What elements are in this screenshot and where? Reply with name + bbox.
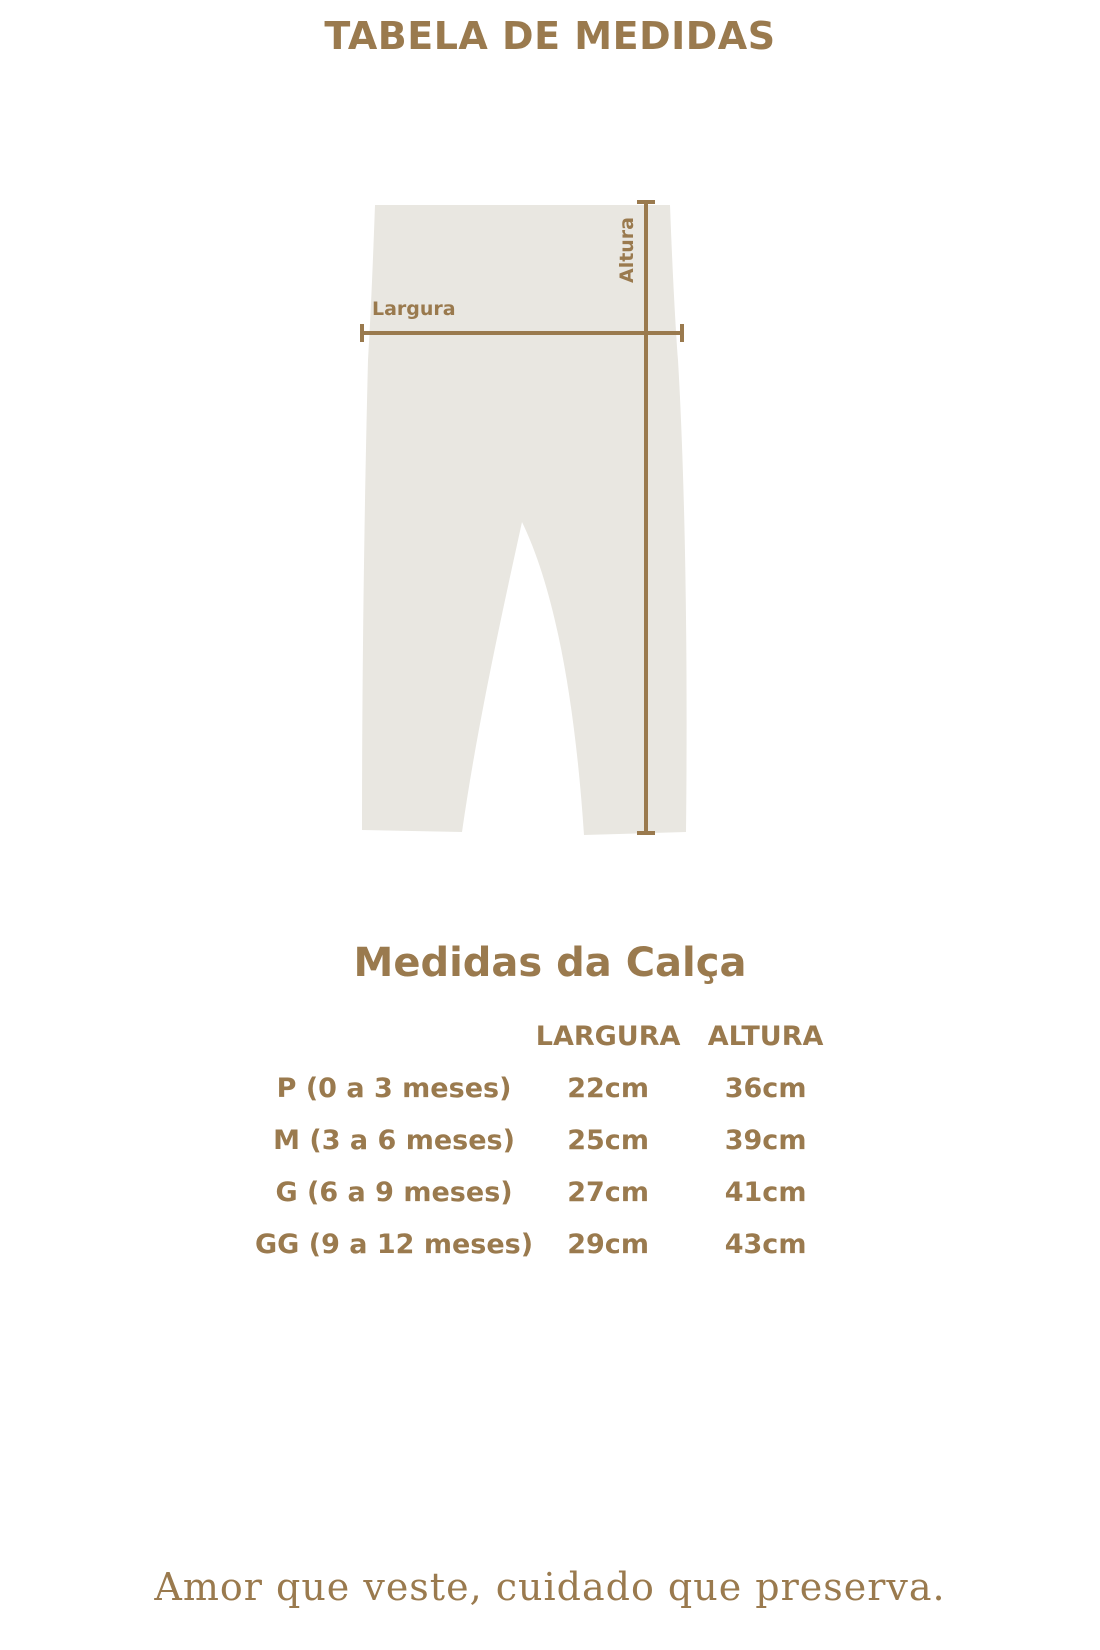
size-cell: G (6 a 9 meses) (275, 1176, 513, 1208)
size-table (255, 1010, 848, 1270)
height-cell: 36cm (724, 1072, 807, 1104)
size-cell: P (0 a 3 meses) (276, 1072, 512, 1104)
height-cell: 43cm (724, 1228, 807, 1260)
width-cell: 27cm (567, 1176, 649, 1208)
page-title: TABELA DE MEDIDAS (324, 14, 776, 58)
table-row (255, 1218, 848, 1270)
table-row (255, 1166, 848, 1218)
height-cell: 39cm (724, 1124, 807, 1156)
size-cell: GG (9 a 12 meses) (255, 1228, 534, 1260)
header-width: LARGURA (535, 1020, 681, 1052)
width-cell: 29cm (567, 1228, 649, 1260)
width-cell: 25cm (567, 1124, 649, 1156)
table-row (255, 1114, 848, 1166)
footer-tagline: Amor que veste, cuidado que preserva. (154, 1565, 946, 1609)
height-label: Altura (616, 216, 638, 284)
table-header-row (255, 1010, 848, 1062)
size-cell: M (3 a 6 meses) (273, 1124, 515, 1156)
width-cell: 22cm (567, 1072, 649, 1104)
table-row (255, 1062, 848, 1114)
header-height: ALTURA (707, 1020, 824, 1052)
width-label: Largura (372, 298, 456, 320)
header-size (255, 1010, 533, 1062)
height-cell: 41cm (724, 1176, 807, 1208)
section-title: Medidas da Calça (353, 940, 747, 986)
